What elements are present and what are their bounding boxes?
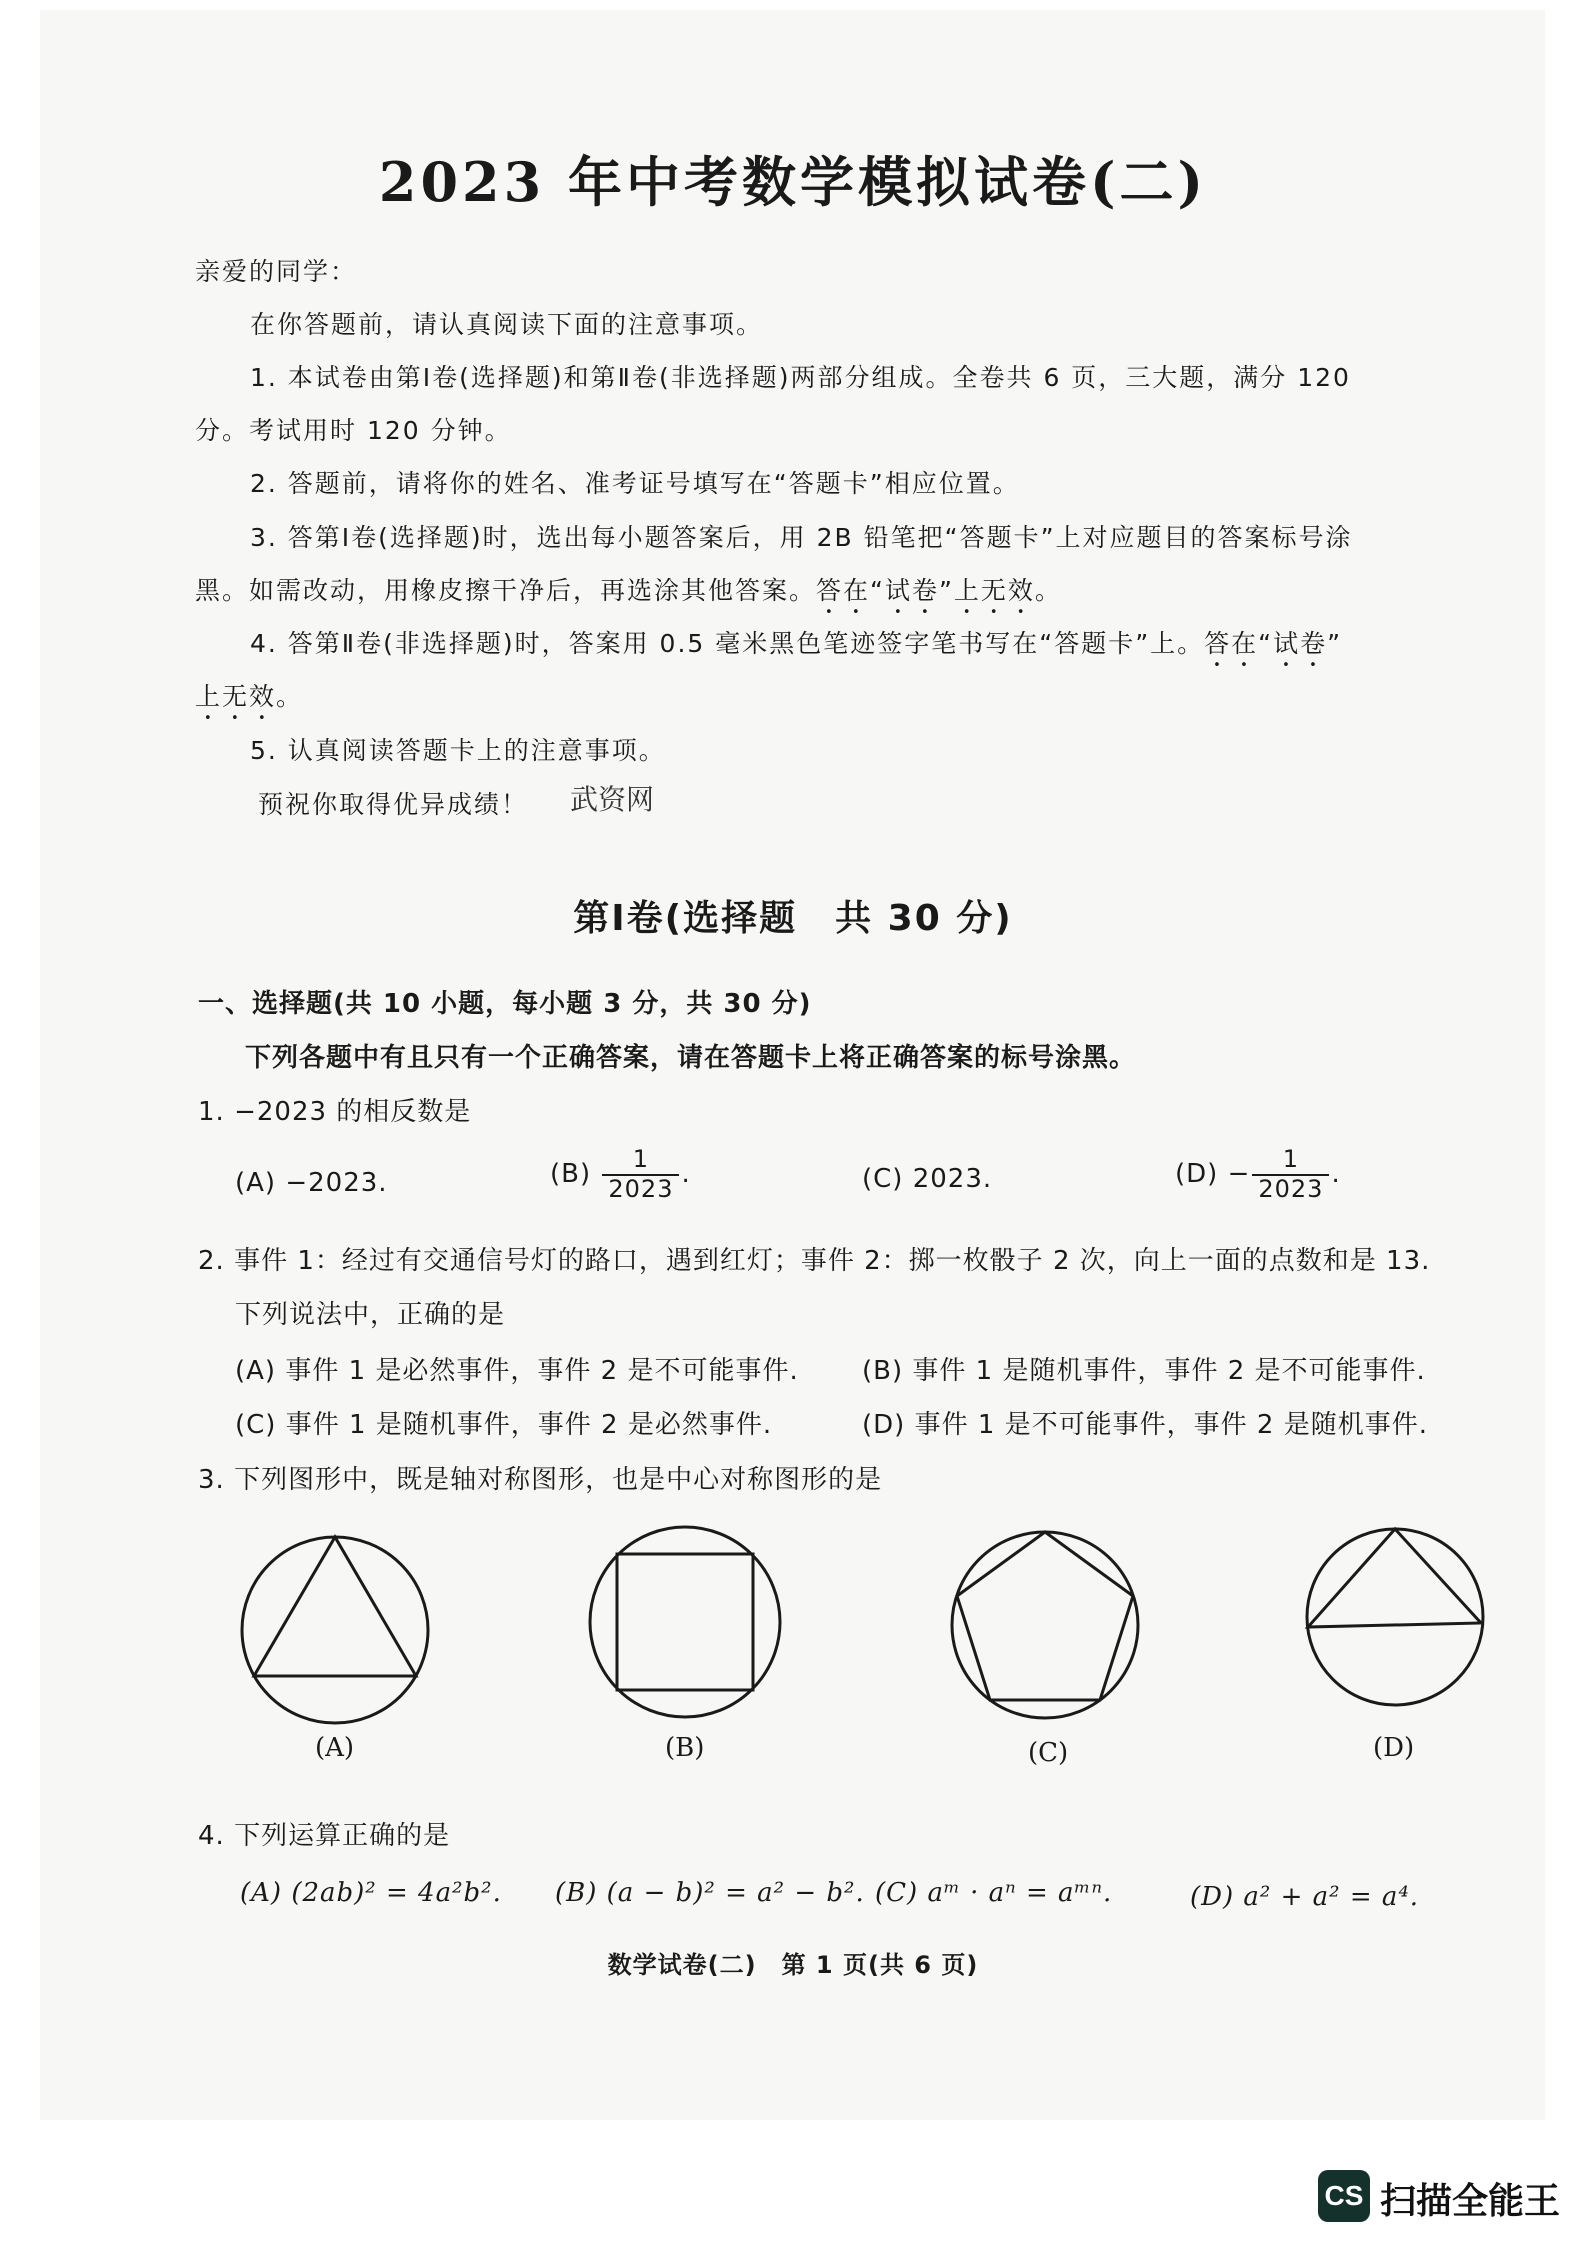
- figure-d-triangle-on-chord: [1307, 1529, 1483, 1705]
- figure-label-c: (C): [1028, 1738, 1069, 1768]
- q2-option-b: (B) 事件 1 是随机事件，事件 2 是不可能事件.: [862, 1356, 1426, 1386]
- q1-option-d: (D) − $\frac{1}{2023}$ .: [1175, 1145, 1341, 1203]
- q1-option-a: (A) −2023.: [235, 1168, 388, 1198]
- q1-option-c: (C) 2023.: [862, 1164, 993, 1194]
- emphasis-answer-on-paper: 答在“试卷”: [1204, 629, 1343, 658]
- camscanner-logo-icon: CS: [1318, 2170, 1370, 2222]
- section-instruction: 下列各题中有且只有一个正确答案，请在答题卡上将正确答案的标号涂黑。: [245, 1043, 1137, 1073]
- q4-option-a: (A) (2ab)² = 4a²b².: [240, 1878, 502, 1908]
- q4-option-b: (B) (a − b)² = a² − b².: [555, 1878, 865, 1908]
- figure-label-d: (D): [1373, 1733, 1415, 1763]
- figure-c-pentagon-in-circle: [952, 1532, 1138, 1718]
- q2-option-a: (A) 事件 1 是必然事件，事件 2 是不可能事件.: [235, 1356, 799, 1386]
- camscanner-label: 扫描全能王: [1380, 2181, 1561, 2222]
- q1-stem: 1. −2023 的相反数是: [198, 1097, 472, 1127]
- note-2: 2. 答题前，请将你的姓名、准考证号填写在“答题卡”相应位置。: [250, 469, 1020, 498]
- watermark-text: 武资网: [570, 783, 655, 816]
- q2-option-c: (C) 事件 1 是随机事件，事件 2 是必然事件.: [235, 1410, 773, 1440]
- wish: 预祝你取得优异成绩！: [258, 790, 529, 819]
- q2-option-d: (D) 事件 1 是不可能事件，事件 2 是随机事件.: [862, 1410, 1428, 1440]
- q4-stem: 4. 下列运算正确的是: [198, 1821, 451, 1851]
- q4-option-d: (D) a² + a² = a⁴.: [1190, 1882, 1420, 1912]
- emphasis-invalid-2: 上无效: [195, 682, 277, 711]
- q3-stem: 3. 下列图形中，既是轴对称图形，也是中心对称图形的是: [198, 1465, 883, 1495]
- note-3-line-1: 3. 答第Ⅰ卷(选择题)时，选出每小题答案后，用 2B 铅笔把“答题卡”上对应题目的答案标号涂: [250, 523, 1353, 552]
- instructions-lead: 在你答题前，请认真阅读下面的注意事项。: [250, 310, 764, 339]
- note-4-line-2: 上无效。: [195, 682, 304, 711]
- note-3-line-2: 黑。如需改动，用橡皮擦干净后，再选涂其他答案。答在“试卷”上无效。: [195, 576, 1062, 605]
- note-1-line-2: 分。考试用时 120 分钟。: [195, 416, 512, 445]
- q1-option-b: (B) $\frac{1}{2023}$ .: [550, 1145, 691, 1203]
- note-1-line-1: 1. 本试卷由第Ⅰ卷(选择题)和第Ⅱ卷(非选择题)两部分组成。全卷共 6 页，三大题，满分 120: [250, 363, 1351, 392]
- q4-option-c: (C) aᵐ · aⁿ = aᵐⁿ.: [875, 1878, 1113, 1908]
- note-5: 5. 认真阅读答题卡上的注意事项。: [250, 736, 666, 765]
- q2-stem-line-2: 下列说法中，正确的是: [235, 1300, 506, 1330]
- page-footer: 数学试卷(二) 第 1 页(共 6 页): [607, 1951, 979, 1979]
- fraction: $\frac{1}{2023}$: [1252, 1146, 1329, 1203]
- q2-stem-line-1: 2. 事件 1：经过有交通信号灯的路口，遇到红灯；事件 2：掷一枚骰子 2 次，向上一面的点数和是 13.: [198, 1246, 1431, 1276]
- section-title: 第Ⅰ卷(选择题 共 30 分): [573, 898, 1013, 939]
- greeting: 亲爱的同学：: [195, 257, 358, 286]
- exam-title: 2023 年中考数学模拟试卷(二): [378, 150, 1208, 214]
- fraction: $\frac{1}{2023}$: [602, 1146, 679, 1203]
- note-4-line-1: 4. 答第Ⅱ卷(非选择题)时，答案用 0.5 毫米黑色笔迹签字笔书写在“答题卡”上。答在“试卷”: [250, 629, 1343, 658]
- figure-label-a: (A): [315, 1733, 355, 1763]
- q3-figures: [0, 1500, 1586, 1800]
- figure-b-square-in-circle: [590, 1527, 780, 1717]
- figure-label-b: (B): [665, 1733, 705, 1763]
- figure-a-triangle-in-circle: [242, 1537, 428, 1723]
- section-heading: 一、选择题(共 10 小题，每小题 3 分，共 30 分): [198, 989, 812, 1019]
- emphasis-invalid: 答在“试卷”上无效: [816, 576, 1035, 605]
